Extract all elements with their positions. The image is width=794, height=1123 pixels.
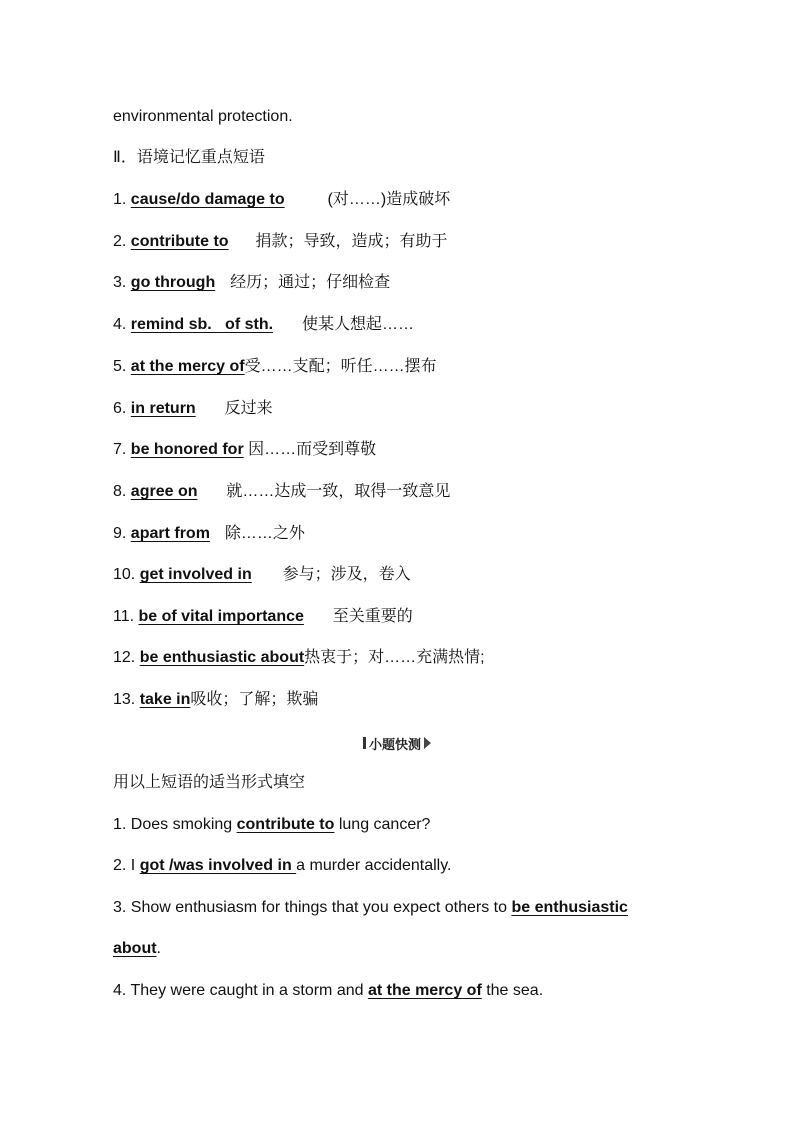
phrase-item bbox=[113, 565, 411, 585]
quiz-text-before: Show enthusiasm for things that you expect others to bbox=[130, 899, 512, 916]
phrase-meaning: 吸收；了解；欺骗 bbox=[190, 691, 319, 708]
phrase-text: be honored for bbox=[130, 441, 244, 458]
quiz-text-after: lung cancer? bbox=[334, 816, 431, 833]
phrase-item bbox=[113, 482, 450, 502]
phrase-text: cause/do damage to bbox=[130, 191, 285, 208]
phrase-item bbox=[113, 357, 437, 377]
phrase-number: 6. bbox=[113, 400, 127, 417]
phrase-item bbox=[113, 399, 273, 419]
phrase-number: 10. bbox=[113, 566, 136, 583]
phrase-meaning: 至关重要的 bbox=[332, 608, 413, 625]
quiz-number: 4. bbox=[113, 982, 127, 999]
phrase-number: 13. bbox=[113, 691, 136, 708]
phrase-item bbox=[113, 648, 485, 668]
phrase-meaning: 受……支配；听任……摆布 bbox=[244, 358, 437, 375]
phrase-number: 2. bbox=[113, 233, 127, 250]
phrase-number: 1. bbox=[113, 191, 127, 208]
quiz-item bbox=[113, 815, 430, 835]
quiz-text-before: Does smoking bbox=[130, 816, 237, 833]
quiz-number: 3. bbox=[113, 899, 127, 916]
phrase-text: be of vital importance bbox=[138, 608, 304, 625]
phrase-number: 12. bbox=[113, 649, 136, 666]
phrase-number: 8. bbox=[113, 483, 127, 500]
phrase-number: 4. bbox=[113, 316, 127, 333]
phrase-item bbox=[113, 190, 450, 210]
quiz-answer: contribute to bbox=[236, 816, 335, 833]
phrase-item bbox=[113, 690, 318, 710]
phrase-meaning: 除……之外 bbox=[224, 525, 305, 542]
phrase-meaning: 就……达成一致，取得一致意见 bbox=[226, 483, 451, 500]
phrase-meaning: 热衷于；对……充满热情; bbox=[304, 649, 485, 666]
phrase-item bbox=[113, 607, 413, 627]
quiz-item bbox=[113, 898, 628, 918]
quiz-number: 2. bbox=[113, 857, 127, 874]
phrase-number: 9. bbox=[113, 525, 127, 542]
phrase-item bbox=[113, 273, 390, 293]
phrase-text: contribute to bbox=[130, 233, 229, 250]
quiz-answer: be enthusiastic bbox=[511, 899, 628, 916]
phrase-text: be enthusiastic about bbox=[139, 649, 305, 666]
phrase-number: 11. bbox=[113, 608, 135, 625]
quiz-answer: got /was involved in bbox=[139, 857, 297, 874]
phrase-meaning: 参与；涉及，卷入 bbox=[282, 566, 411, 583]
quiz-text-before: I bbox=[130, 857, 140, 874]
phrase-text: at the mercy of bbox=[130, 358, 245, 375]
phrase-item bbox=[113, 440, 376, 460]
phrase-text: in return bbox=[130, 400, 196, 417]
quiz-banner-label: 小题快测 bbox=[368, 736, 421, 752]
quiz-instruction: 用以上短语的适当形式填空 bbox=[113, 774, 306, 791]
quiz-text-after: . bbox=[156, 940, 161, 957]
phrase-text: apart from bbox=[130, 525, 210, 542]
phrase-meaning: 因……而受到尊敬 bbox=[248, 441, 377, 458]
phrase-meaning: (对……)造成破坏 bbox=[327, 191, 451, 208]
phrase-text: agree on bbox=[130, 483, 198, 500]
phrase-text: remind sb. of sth. bbox=[130, 316, 274, 333]
quiz-item bbox=[113, 856, 451, 876]
phrase-meaning: 使某人想起…… bbox=[301, 316, 414, 333]
quiz-banner bbox=[0, 734, 794, 752]
phrase-meaning: 反过来 bbox=[224, 400, 273, 417]
quiz-text-before: They were caught in a storm and bbox=[130, 982, 368, 999]
phrase-meaning: 经历；通过；仔细检查 bbox=[230, 274, 391, 291]
banner-bar-icon bbox=[363, 737, 366, 749]
phrase-text: get involved in bbox=[139, 566, 252, 583]
phrase-item bbox=[113, 232, 447, 252]
intro-tail: environmental protection. bbox=[113, 108, 293, 125]
phrase-number: 3. bbox=[113, 274, 127, 291]
quiz-item-continuation bbox=[113, 939, 161, 959]
quiz-number: 1. bbox=[113, 816, 127, 833]
quiz-text-after: the sea. bbox=[481, 982, 544, 999]
banner-arrow-icon bbox=[424, 737, 431, 749]
section-heading: Ⅱ．语境记忆重点短语 bbox=[113, 149, 265, 166]
phrase-item bbox=[113, 315, 414, 335]
phrase-item bbox=[113, 524, 305, 544]
quiz-answer: about bbox=[113, 940, 157, 957]
phrase-meaning: 捐款；导致，造成；有助于 bbox=[255, 233, 448, 250]
quiz-item bbox=[113, 981, 543, 1001]
phrase-text: go through bbox=[130, 274, 216, 291]
phrase-text: take in bbox=[139, 691, 191, 708]
quiz-text-after: a murder accidentally. bbox=[296, 857, 452, 874]
phrase-number: 7. bbox=[113, 441, 127, 458]
quiz-answer: at the mercy of bbox=[367, 982, 482, 999]
phrase-number: 5. bbox=[113, 358, 127, 375]
